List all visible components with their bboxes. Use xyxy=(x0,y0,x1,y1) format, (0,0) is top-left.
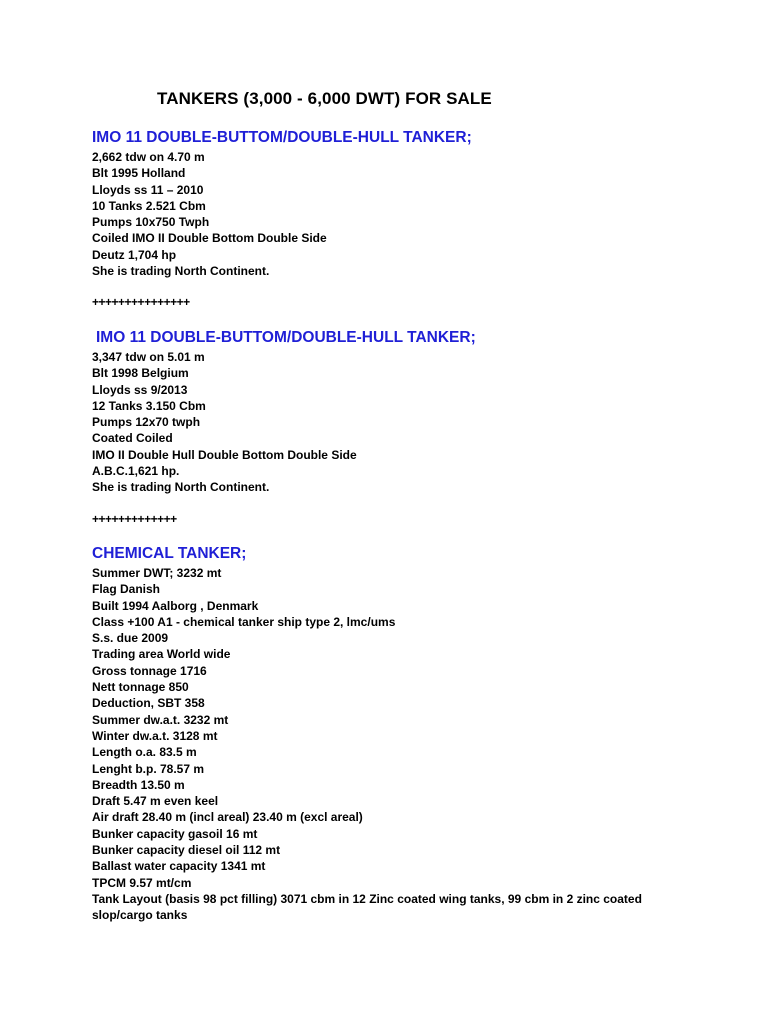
spec-line: Blt 1995 Holland xyxy=(92,166,186,181)
separator-line: +++++++++++++++ xyxy=(92,295,190,309)
section-heading: CHEMICAL TANKER; xyxy=(92,545,247,562)
spec-line: Ballast water capacity 1341 mt xyxy=(92,859,266,874)
spec-line: Summer dw.a.t. 3232 mt xyxy=(92,712,229,727)
spec-line: TPCM 9.57 mt/cm xyxy=(92,875,192,890)
spec-line: Nett tonnage 850 xyxy=(92,680,189,695)
spec-line: S.s. due 2009 xyxy=(92,631,169,646)
tanker-listing-2 xyxy=(92,327,712,496)
spec-line: Deutz 1,704 hp xyxy=(92,247,177,262)
spec-line: Bunker capacity gasoil 16 mt xyxy=(92,826,258,841)
section-heading: IMO 11 DOUBLE-BUTTOM/DOUBLE-HULL TANKER; xyxy=(96,329,476,346)
spec-line: Built 1994 Aalborg , Denmark xyxy=(92,598,259,613)
spec-line: Pumps 10x750 Twph xyxy=(92,215,210,230)
spec-line: Air draft 28.40 m (incl areal) 23.40 m (excl areal) xyxy=(92,810,363,825)
spec-line: IMO II Double Hull Double Bottom Double Side xyxy=(92,447,357,462)
spec-line: Trading area World wide xyxy=(92,647,231,662)
separator-line: +++++++++++++ xyxy=(92,512,177,526)
spec-line: Flag Danish xyxy=(92,582,161,597)
spec-line: Deduction, SBT 358 xyxy=(92,696,205,711)
spec-line: Gross tonnage 1716 xyxy=(92,663,207,678)
document-title: TANKERS (3,000 - 6,000 DWT) FOR SALE xyxy=(157,89,492,108)
spec-line: 10 Tanks 2.521 Cbm xyxy=(92,198,206,213)
spec-line: She is trading North Continent. xyxy=(92,264,270,279)
spec-line: 3,347 tdw on 5.01 m xyxy=(92,350,205,364)
spec-line: Breadth 13.50 m xyxy=(92,777,185,792)
spec-line: Blt 1998 Belgium xyxy=(92,366,189,381)
spec-line: Pumps 12x70 twph xyxy=(92,415,201,430)
chemical-tanker-listing xyxy=(92,543,712,924)
spec-line: Coiled IMO II Double Bottom Double Side xyxy=(92,231,327,246)
spec-line: Lloyds ss 9/2013 xyxy=(92,382,188,397)
spec-line: Bunker capacity diesel oil 112 mt xyxy=(92,843,281,858)
spec-line: A.B.C.1,621 hp. xyxy=(92,464,180,479)
spec-line: Winter dw.a.t. 3128 mt xyxy=(92,728,218,743)
spec-line: Tank Layout (basis 98 pct filling) 3071 cbm in 12 Zinc coated wing tanks, 99 cbm in 2 zinc coated slop/cargo tanks xyxy=(92,891,642,923)
section-heading: IMO 11 DOUBLE-BUTTOM/DOUBLE-HULL TANKER; xyxy=(92,129,472,146)
spec-line: Length o.a. 83.5 m xyxy=(92,745,197,760)
spec-line: Lloyds ss 11 – 2010 xyxy=(92,182,204,197)
spec-line: Summer DWT; 3232 mt xyxy=(92,566,222,580)
spec-line: Coated Coiled xyxy=(92,431,173,446)
spec-line: Class +100 A1 - chemical tanker ship type 2, lmc/ums xyxy=(92,614,396,629)
spec-line: She is trading North Continent. xyxy=(92,480,270,495)
spec-line: Draft 5.47 m even keel xyxy=(92,794,219,809)
spec-line: 2,662 tdw on 4.70 m xyxy=(92,150,205,164)
tanker-listing-1 xyxy=(92,127,712,279)
spec-line: 12 Tanks 3.150 Cbm xyxy=(92,398,206,413)
spec-line: Lenght b.p. 78.57 m xyxy=(92,761,205,776)
